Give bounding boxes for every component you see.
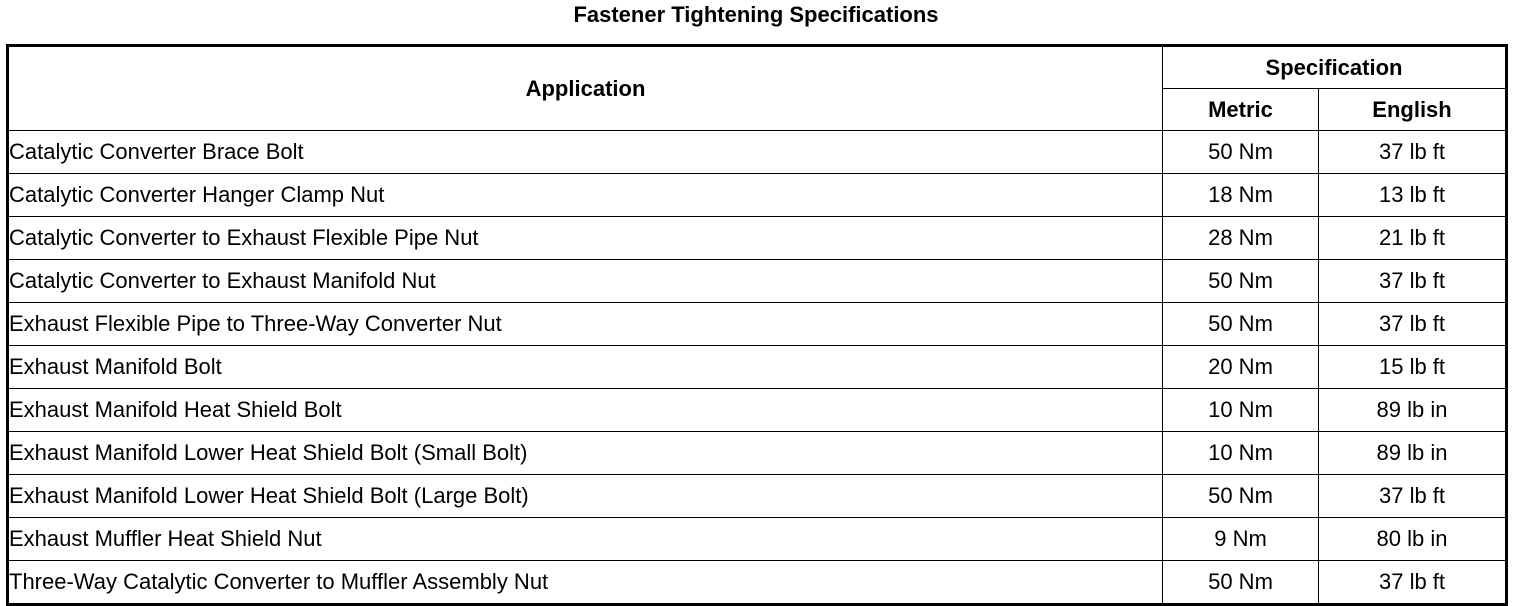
page-title: Fastener Tightening Specifications: [573, 2, 939, 27]
cell-metric: 50 Nm: [1163, 303, 1319, 346]
table-body: [8, 131, 1507, 605]
cell-application: Catalytic Converter Hanger Clamp Nut: [8, 174, 1163, 217]
cell-english: 37 lb ft: [1319, 303, 1507, 346]
cell-english: 89 lb in: [1319, 389, 1507, 432]
cell-english: 13 lb ft: [1319, 174, 1507, 217]
table-row: [8, 346, 1507, 389]
cell-metric: 20 Nm: [1163, 346, 1319, 389]
column-header-application: Application: [8, 46, 1163, 131]
header-row-top: [8, 46, 1507, 89]
table-row: [8, 561, 1507, 605]
cell-english: 37 lb ft: [1319, 561, 1507, 605]
cell-metric: 50 Nm: [1163, 475, 1319, 518]
cell-english: 37 lb ft: [1319, 475, 1507, 518]
table-row: [8, 217, 1507, 260]
cell-metric: 28 Nm: [1163, 217, 1319, 260]
table-row: [8, 389, 1507, 432]
column-header-metric: Metric: [1163, 89, 1319, 131]
cell-application: Exhaust Manifold Lower Heat Shield Bolt (Small Bolt): [8, 432, 1163, 475]
table-row: [8, 260, 1507, 303]
cell-metric: 10 Nm: [1163, 389, 1319, 432]
cell-application: Exhaust Muffler Heat Shield Nut: [8, 518, 1163, 561]
cell-english: 37 lb ft: [1319, 260, 1507, 303]
table-row: [8, 432, 1507, 475]
cell-english: 21 lb ft: [1319, 217, 1507, 260]
cell-application: Exhaust Manifold Heat Shield Bolt: [8, 389, 1163, 432]
cell-metric: 50 Nm: [1163, 561, 1319, 605]
cell-application: Exhaust Flexible Pipe to Three-Way Converter Nut: [8, 303, 1163, 346]
table-row: [8, 131, 1507, 174]
cell-application: Three-Way Catalytic Converter to Muffler Assembly Nut: [8, 561, 1163, 605]
cell-metric: 50 Nm: [1163, 131, 1319, 174]
cell-english: 80 lb in: [1319, 518, 1507, 561]
cell-application: Exhaust Manifold Bolt: [8, 346, 1163, 389]
table-header: [8, 46, 1507, 131]
cell-metric: 50 Nm: [1163, 260, 1319, 303]
cell-metric: 18 Nm: [1163, 174, 1319, 217]
cell-application: Catalytic Converter to Exhaust Flexible Pipe Nut: [8, 217, 1163, 260]
table-row: [8, 475, 1507, 518]
table-row: [8, 518, 1507, 561]
cell-metric: 9 Nm: [1163, 518, 1319, 561]
table-row: [8, 174, 1507, 217]
cell-application: Catalytic Converter Brace Bolt: [8, 131, 1163, 174]
table-row: [8, 303, 1507, 346]
column-header-english: English: [1319, 89, 1507, 131]
cell-metric: 10 Nm: [1163, 432, 1319, 475]
cell-english: 15 lb ft: [1319, 346, 1507, 389]
cell-application: Exhaust Manifold Lower Heat Shield Bolt (Large Bolt): [8, 475, 1163, 518]
cell-english: 37 lb ft: [1319, 131, 1507, 174]
fastener-spec-table: [6, 44, 1508, 606]
cell-english: 89 lb in: [1319, 432, 1507, 475]
cell-application: Catalytic Converter to Exhaust Manifold Nut: [8, 260, 1163, 303]
column-header-specification: Specification: [1163, 46, 1507, 89]
